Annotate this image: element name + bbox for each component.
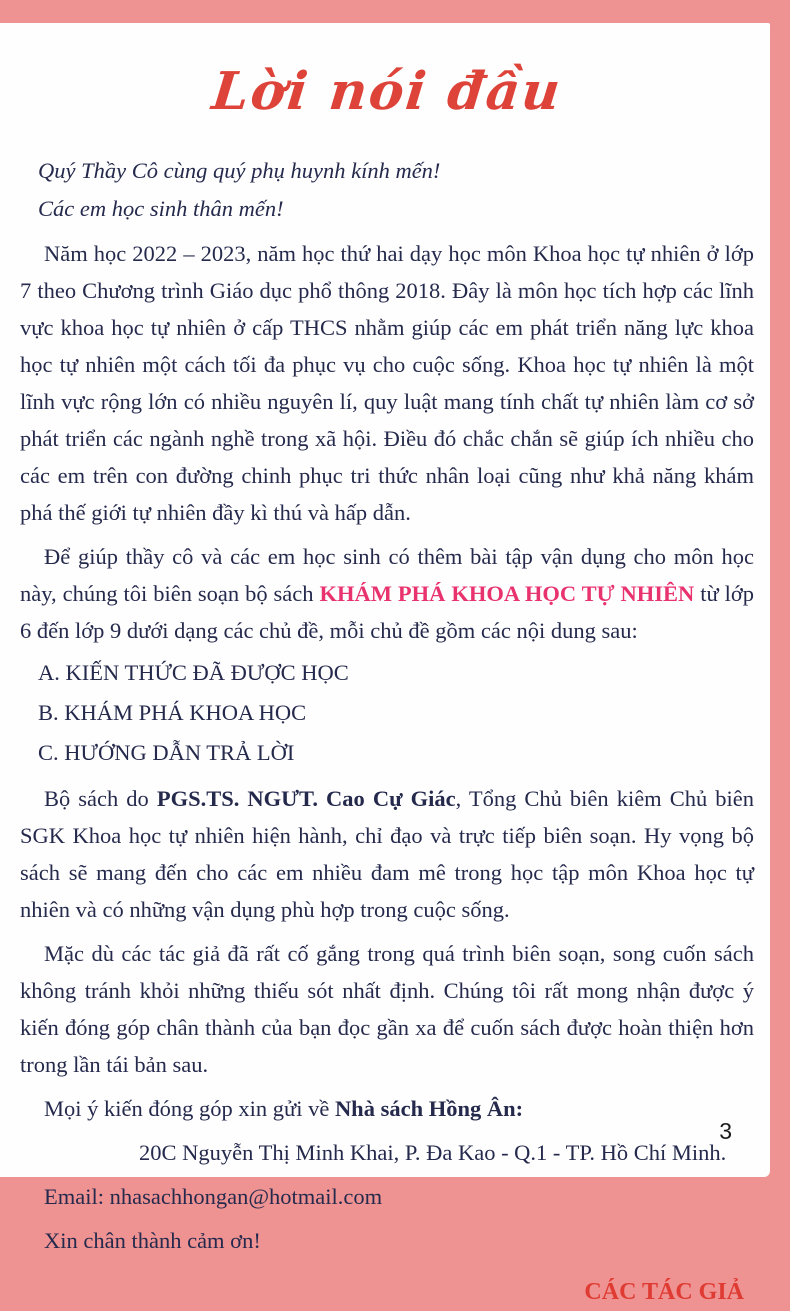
editor-name: PGS.TS. NGƯT. Cao Cự Giác [156,786,456,811]
authors-signature: CÁC TÁC GIẢ [584,1279,744,1305]
contact-intro-line [20,1090,754,1127]
list-item-answer-guide: C. HƯỚNG DẪN TRẢ LỜI [38,740,295,765]
page-content-area [0,23,770,1305]
paragraph-editor [20,780,754,928]
paragraph-book-series-post: từ lớp 6 đến lớp 9 dưới dạng các chủ đề, mỗi chủ đề gồm các nội dung sau: [20,581,754,643]
bookstore-name: Nhà sách Hồng Ân: [334,1096,524,1121]
bookstore-address: 20C Nguyễn Thị Minh Khai, P. Đa Kao - Q.1 - TP. Hồ Chí Minh. [139,1140,727,1165]
page-number: 3 [719,1118,732,1144]
contents-list [38,653,754,773]
contact-intro-pre: Mọi ý kiến đóng góp xin gửi về [44,1096,335,1121]
greeting-teachers-parents: Quý Thầy Cô cùng quý phụ huynh kính mến! [38,158,441,183]
greeting-students: Các em học sinh thân mến! [38,196,284,221]
paragraph-intro-school-year: Năm học 2022 – 2023, năm học thứ hai dạy học môn Khoa học tự nhiên ở lớp 7 theo Chương trình Giáo dục phổ thông 2018. Đây là môn học tích hợp các lĩnh vực khoa học tự nhiên ở cấp THCS nhằm giúp các em phát triển năng lực khoa học tự nhiên một cách tối đa phục vụ cho cuộc sống. Khoa học tự nhiên là một lĩnh vực rộng lớn có nhiều nguyên lí, quy luật mang tính chất tự nhiên làm cơ sở phát triển các ngành nghề trong xã hội. Điều đó chắc chắn sẽ giúp ích nhiều cho các em trên con đường chinh phục tri thức nhân loại cũng như khả năng khám phá thế giới tự nhiên đầy kì thú và hấp dẫn. [20,241,754,525]
series-title-highlight: KHÁM PHÁ KHOA HỌC TỰ NHIÊN [319,581,695,606]
page-body [20,152,754,1311]
list-item-science-discovery: B. KHÁM PHÁ KHOA HỌC [38,700,307,725]
list-item-knowledge-learned: A. KIẾN THỨC ĐÃ ĐƯỢC HỌC [38,660,349,685]
paragraph-book-series [20,538,754,649]
paragraph-editor-pre: Bộ sách do [44,786,157,811]
page-title: Lời nói đầu [209,61,565,122]
paragraph-book-series-pre: Để giúp thầy cô và các em học sinh có thêm bài tập vận dụng cho môn học này, chúng tôi biên soạn bộ sách [20,544,754,606]
paragraph-editor-post: , Tổng Chủ biên kiêm Chủ biên SGK Khoa học tự nhiên hiện hành, chỉ đạo và trực tiếp biên soạn. Hy vọng bộ sách sẽ mang đến cho các em nhiều đam mê trong học tập môn Khoa học tự nhiên và có những vận dụng phù hợp trong cuộc sống. [20,786,754,922]
contact-email: Email: nhasachhongan@hotmail.com [44,1184,383,1209]
thanks-line: Xin chân thành cảm ơn! [44,1228,261,1253]
paragraph-apology-feedback: Mặc dù các tác giả đã rất cố gắng trong quá trình biên soạn, song cuốn sách không tránh khỏi những thiếu sót nhất định. Chúng tôi rất mong nhận được ý kiến đóng góp chân thành của bạn đọc gần xa để cuốn sách được hoàn thiện hơn trong lần tái bản sau. [20,941,754,1077]
